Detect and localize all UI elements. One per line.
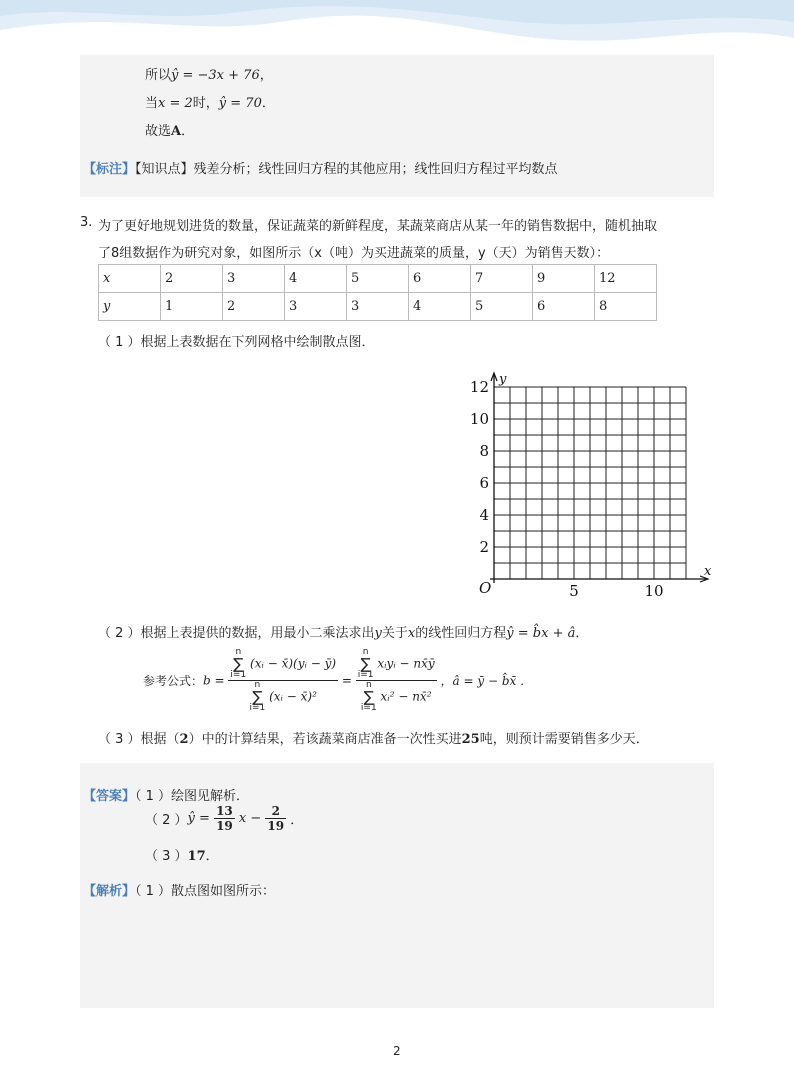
formula-fraction-1: n ∑ i=1 (xᵢ − x̄)(yᵢ − ȳ) n ∑ i=1 (xᵢ − x̄)² xyxy=(230,647,337,713)
answer-fraction-2: $\frac{2}{19}$ xyxy=(267,804,285,833)
analysis-tag: 【解析】 xyxy=(83,884,136,899)
solution-line-2: 当x = 2时，ŷ = 70． xyxy=(145,96,275,111)
table-cell: 3 xyxy=(347,293,409,321)
grid-axes xyxy=(490,373,708,583)
solution-line-1: 所以ŷ = −3x + 76， xyxy=(145,68,273,83)
table-cell: 9 xyxy=(533,265,595,293)
x-axis-label: x xyxy=(704,564,712,579)
y-tick-label: 8 xyxy=(479,442,489,460)
x-tick-label: 10 xyxy=(644,582,664,600)
table-cell: 1 xyxy=(161,293,223,321)
origin-label: O xyxy=(479,579,492,597)
table-row-x xyxy=(99,265,657,293)
table-cell: 8 xyxy=(595,293,657,321)
scatter-grid xyxy=(460,370,712,600)
solution-line-3: 故选A． xyxy=(145,124,195,139)
y-tick-label: 4 xyxy=(479,506,489,524)
question-text-line-2: 了8组数据作为研究对象，如图所示（x（吨）为买进蔬菜的质量，y（天）为销售天数）： xyxy=(98,246,610,261)
data-table xyxy=(98,264,657,321)
grid-labels xyxy=(470,372,712,600)
page-number: 2 xyxy=(393,1044,401,1058)
table-cell: 5 xyxy=(347,265,409,293)
x-tick-label: 5 xyxy=(569,582,579,600)
question-part-3: （ 3 ）根据（2）中的计算结果，若该蔬菜商店准备一次性买进25吨，则预计需要销售多少天． xyxy=(98,732,649,747)
answer-line-2: （ 2 ）ŷ = $\frac{13}{19}$ x − $\frac{2}{19}$ ． xyxy=(145,804,304,833)
table-cell: 4 xyxy=(285,265,347,293)
table-cell: 3 xyxy=(223,265,285,293)
y-axis-label: y xyxy=(499,372,507,387)
y-tick-label: 10 xyxy=(469,410,489,428)
answer-tag: 【答案】 xyxy=(83,789,136,804)
table-cell: 7 xyxy=(471,265,533,293)
y-tick-label: 12 xyxy=(469,378,489,396)
table-cell: 12 xyxy=(595,265,657,293)
table-cell: 6 xyxy=(533,293,595,321)
table-cell: 5 xyxy=(471,293,533,321)
formula-fraction-2: n ∑ i=1 xᵢyᵢ − nx̄ȳ n ∑ i=1 xᵢ² − nx̄² xyxy=(357,647,435,713)
table-row-y xyxy=(99,293,657,321)
knowledge-point-line: 【标注】【知识点】残差分析；线性回归方程的其他应用；线性回归方程过平均数点 xyxy=(83,162,558,177)
answer-line-1: 【答案】（ 1 ）绘图见解析． xyxy=(83,789,250,804)
table-cell: 4 xyxy=(409,293,471,321)
answer-line-3: （ 3 ）17． xyxy=(145,849,219,864)
table-cell: 3 xyxy=(285,293,347,321)
table-cell: y xyxy=(99,293,161,321)
header-wave-decoration xyxy=(0,0,794,60)
table-cell: 2 xyxy=(161,265,223,293)
label-tag: 【标注】 xyxy=(83,162,136,177)
answer-fraction-1: $\frac{13}{19}$ xyxy=(216,804,233,833)
reference-formula: 参考公式：b = n ∑ i=1 (xᵢ − x̄)(yᵢ − ȳ) n ∑ i=1 (xᵢ − x̄)² = n ∑ i=1 xᵢyᵢ − nx̄ȳ n ∑ i=1 xᵢ² − nx̄² ，â = ȳ − b̂x̄ ． xyxy=(143,647,533,713)
question-text-line-1: 为了更好地规划进货的数量，保证蔬菜的新鲜程度，某蔬菜商店从某一年的销售数据中，随机抽取 xyxy=(98,219,658,234)
question-part-2: （ 2 ）根据上表提供的数据，用最小二乘法求出y关于x的线性回归方程ŷ = b̂x + â． xyxy=(98,626,589,641)
question-number: 3. xyxy=(80,215,93,230)
analysis-line: 【解析】（ 1 ）散点图如图所示： xyxy=(83,884,276,899)
table-cell: 6 xyxy=(409,265,471,293)
table-cell: 2 xyxy=(223,293,285,321)
table-cell: x xyxy=(99,265,161,293)
y-tick-label: 2 xyxy=(479,538,489,556)
question-part-1: （ 1 ）根据上表数据在下列网格中绘制散点图． xyxy=(98,335,375,350)
grid-lines xyxy=(494,387,686,579)
y-tick-label: 6 xyxy=(479,474,489,492)
